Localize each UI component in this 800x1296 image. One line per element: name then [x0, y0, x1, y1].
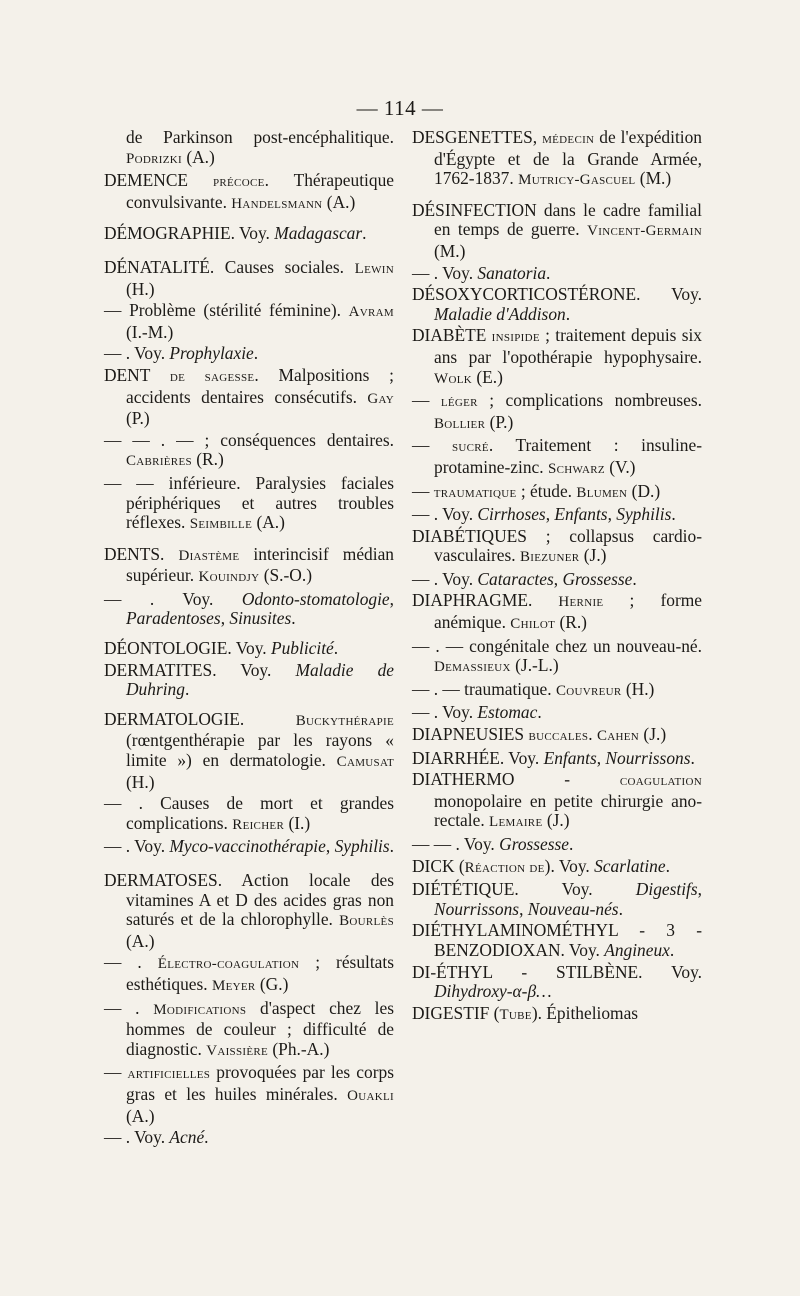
index-entry: — . Voy. Estomac.	[412, 702, 542, 723]
index-entry: — . Voy. Acné.	[104, 1127, 209, 1148]
index-entry: DERMATOSES. Action locale des vitamines A et D des acides gras non saturés et de la chlorophylle. Bourlès (A.)	[104, 870, 394, 951]
index-entry: — traumatique ; étude. Blumen (D.)	[412, 480, 661, 501]
index-entry: — sucré. Traitement : insuline-protamine-zinc. Schwarz (V.)	[412, 435, 702, 477]
index-entry: DICK (Réaction de). Voy. Scarlatine.	[412, 855, 670, 876]
index-entry: DENTS. Diastème interincisif médian supérieur. Kouindjy (S.-O.)	[104, 543, 394, 586]
index-entry: DÉONTOLOGIE. Voy. Publicité.	[104, 638, 339, 659]
index-entry: — . — traumatique. Couvreur (H.)	[412, 678, 655, 699]
index-entry: DEMENCE précoce. Thérapeutique convulsivante. Handelsmann (A.)	[104, 170, 394, 212]
index-entry: — artificielles provoquées par les corps gras et les huiles minérales. Ouakli (A.)	[104, 1062, 394, 1126]
index-entry: — . Électro-coagulation ; résultats esthétiques. Meyer (G.)	[104, 952, 395, 994]
index-entry: DI-ÉTHYL - STILBÈNE. Voy. Dihydroxy-α-β…	[412, 961, 702, 1002]
index-entry: DIABÈTE insipide ; traitement depuis six ans par l'opothérapie hypophysaire. Wolk (E.)	[412, 325, 702, 387]
index-entry: DIAPNEUSIES buccales. Cahen (J.)	[412, 724, 667, 745]
index-entry: — . Causes de mort et grandes complications. Reicher (I.)	[104, 793, 394, 833]
index-entry: DÉSINFECTION dans le cadre familial en temps de guerre. Vincent-Germain (M.)	[412, 199, 702, 261]
index-entry: — . Modifications d'aspect chez les hommes de couleur ; difficulté de diagnostic. Vaissière (Ph.-A.)	[104, 997, 394, 1059]
index-entry: DIÉTÉTIQUE. Voy. Digestifs, Nourrissons, Nouveau-nés.	[412, 879, 702, 919]
index-entry: — . Voy. Myco-vaccinothérapie, Syphilis.	[104, 836, 394, 857]
index-entry: DIATHERMO - coagulation monopolaire en petite chirurgie ano-rectale. Lemaire (J.)	[412, 769, 702, 831]
index-entry: — Problème (stérilité féminine). Avram (I.-M.)	[104, 300, 394, 342]
index-entry: — . Voy. Cataractes, Grossesse.	[412, 568, 637, 589]
index-entry: — . Voy. Sanatoria.	[412, 262, 551, 283]
index-entry: DESGENETTES, médecin de l'expédition d'Égypte et de la Grande Armée, 1762-1837. Mutricy-Gascuel (M.)	[412, 127, 702, 189]
index-entry: — — . Voy. Grossesse.	[412, 834, 574, 854]
index-entry: DIGESTIF (Tube). Épitheliomas	[412, 1002, 639, 1023]
index-entry: — . Voy. Odonto-stomatologie, Paradentoses, Sinusites.	[104, 588, 394, 629]
right-column	[412, 128, 702, 1027]
index-entry: DÉNATALITÉ. Causes sociales. Lewin (H.)	[104, 256, 394, 299]
index-entry: DIABÉTIQUES ; collapsus cardio-vasculaires. Biezuner (J.)	[412, 525, 702, 566]
index-entry: DIAPHRAGME. Hernie ; forme anémique. Chilot (R.)	[412, 590, 702, 633]
index-entry: DERMATITES. Voy. Maladie de Duhring.	[104, 659, 395, 700]
index-entry: DÉMOGRAPHIE. Voy. Madagascar.	[104, 223, 367, 244]
index-entry: DENT de sagesse. Malpositions ; accidents dentaires consécutifs. Gay (P.)	[104, 364, 395, 429]
index-entry: DERMATOLOGIE. Buckythérapie (rœntgenthérapie par les rayons « limite ») en dermatologie. Camusat (H.)	[104, 708, 394, 792]
page-number: — 114 —	[356, 96, 444, 120]
index-entry: — léger ; complications nombreuses. Bollier (P.)	[412, 390, 702, 432]
index-entry: — . Voy. Prophylaxie.	[104, 343, 259, 364]
index-entry: — . Voy. Cirrhoses, Enfants, Syphilis.	[412, 504, 676, 525]
index-entry: DIÉTHYLAMINOMÉTHYL - 3 - BENZODIOXAN. Voy. Angineux.	[412, 920, 702, 960]
index-entry: — . — congénitale chez un nouveau-né. Demassieux (J.-L.)	[412, 635, 702, 676]
index-entry: de Parkinson post-encéphalitique. Podrizki (A.)	[126, 127, 394, 167]
index-entry: — — . — ; conséquences dentaires. Cabrières (R.)	[104, 429, 394, 470]
index-entry: — — inférieure. Paralysies faciales périphériques et autres troubles réflexes. Seimbille (A.)	[104, 472, 394, 533]
left-column	[104, 128, 394, 1150]
index-entry: DIARRHÉE. Voy. Enfants, Nourrissons.	[412, 747, 695, 768]
index-entry: DÉSOXYCORTICOSTÉRONE. Voy. Maladie d'Addison.	[412, 284, 702, 324]
